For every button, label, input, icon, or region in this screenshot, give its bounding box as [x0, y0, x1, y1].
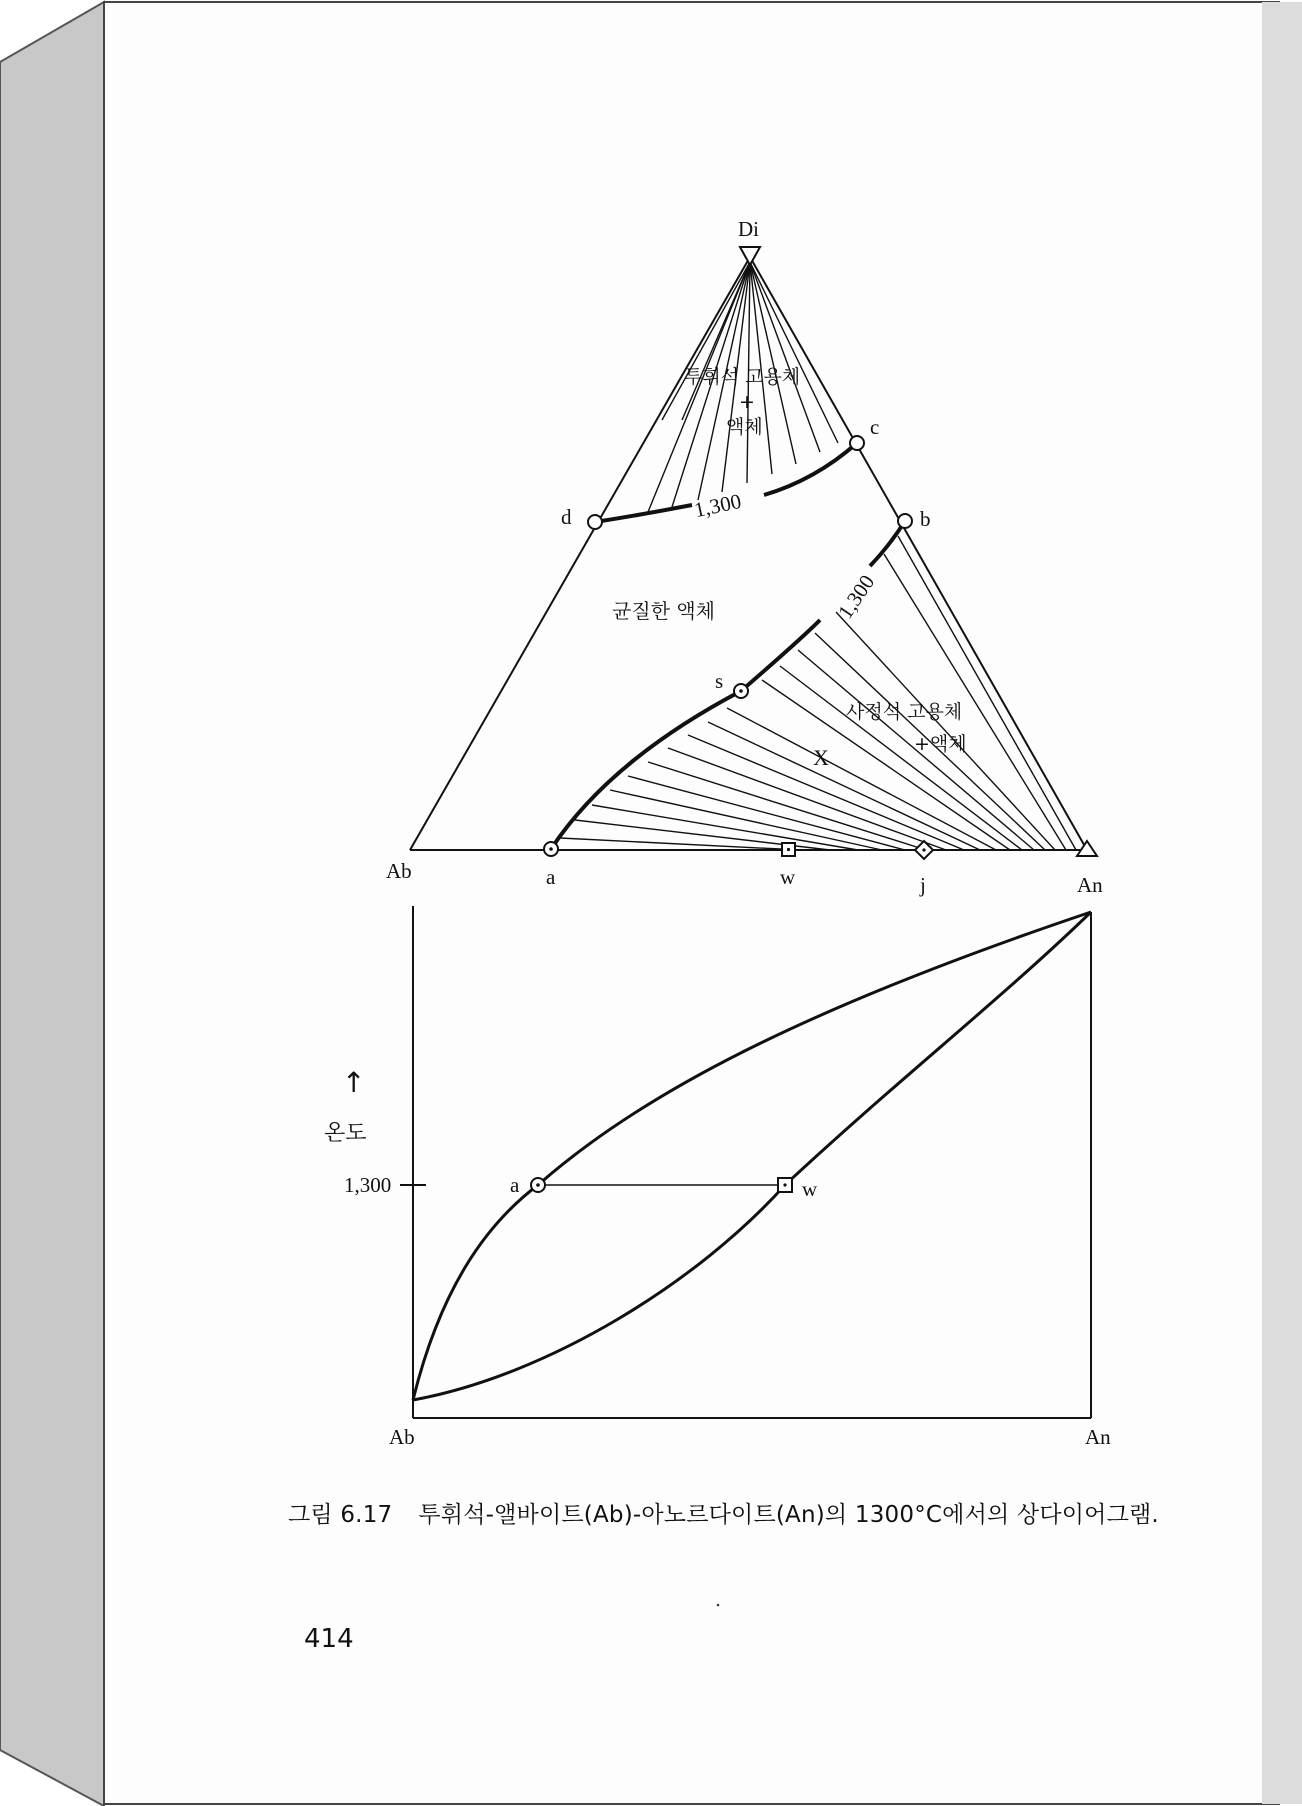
binary-w-label: w [802, 1177, 818, 1201]
point-w-label: w [780, 865, 796, 889]
homogeneous-liquid-label: 균질한 액체 [612, 599, 715, 623]
upper-liquid-label: 액체 [726, 416, 763, 438]
page-number: 414 [304, 1624, 354, 1654]
c-marker [850, 436, 864, 450]
caption-text: 투휘석-앨바이트(Ab)-아노르다이트(An)의 1300°C에서의 상다이어그램. [418, 1502, 1159, 1528]
point-c-label: c [870, 415, 880, 439]
binary-ab-label: Ab [389, 1425, 415, 1449]
upper-plus-label: + [739, 391, 755, 413]
vertex-ab-label: Ab [386, 859, 412, 883]
temperature-axis-label: 온도 [324, 1121, 367, 1146]
b-marker [898, 514, 912, 528]
upper-solid-region-label: 투휘석 고용체 [684, 366, 801, 388]
point-s-label: s [715, 669, 724, 693]
tick-1300-label: 1,300 [344, 1173, 392, 1197]
figure-number: 그림 6.17 [288, 1502, 393, 1528]
book-spine [0, 2, 104, 1806]
d-marker [588, 515, 602, 529]
figure-caption [288, 1496, 1268, 1529]
binary-an-label: An [1085, 1425, 1111, 1449]
point-b-label: b [920, 507, 931, 531]
point-d-label: d [561, 505, 572, 529]
isotherm-upper-label: 1,300 [692, 488, 744, 523]
point-x-label: X [813, 745, 829, 770]
page-surface [104, 2, 1279, 1804]
binary-a-label: a [510, 1173, 520, 1197]
point-a-label: a [546, 865, 556, 889]
isotherm-lower-label: 1,300 [832, 570, 880, 624]
lower-solid-region-label: 사정석 고용체 [846, 701, 963, 723]
vertex-di-label: Di [738, 217, 759, 241]
speck [717, 1604, 720, 1607]
page-right-shadow [1262, 2, 1302, 1804]
vertex-an-label: An [1077, 873, 1103, 897]
temperature-arrow-icon: ↑ [342, 1066, 366, 1099]
lower-liquid-label: +액체 [914, 733, 967, 755]
point-j-label: j [920, 873, 926, 897]
